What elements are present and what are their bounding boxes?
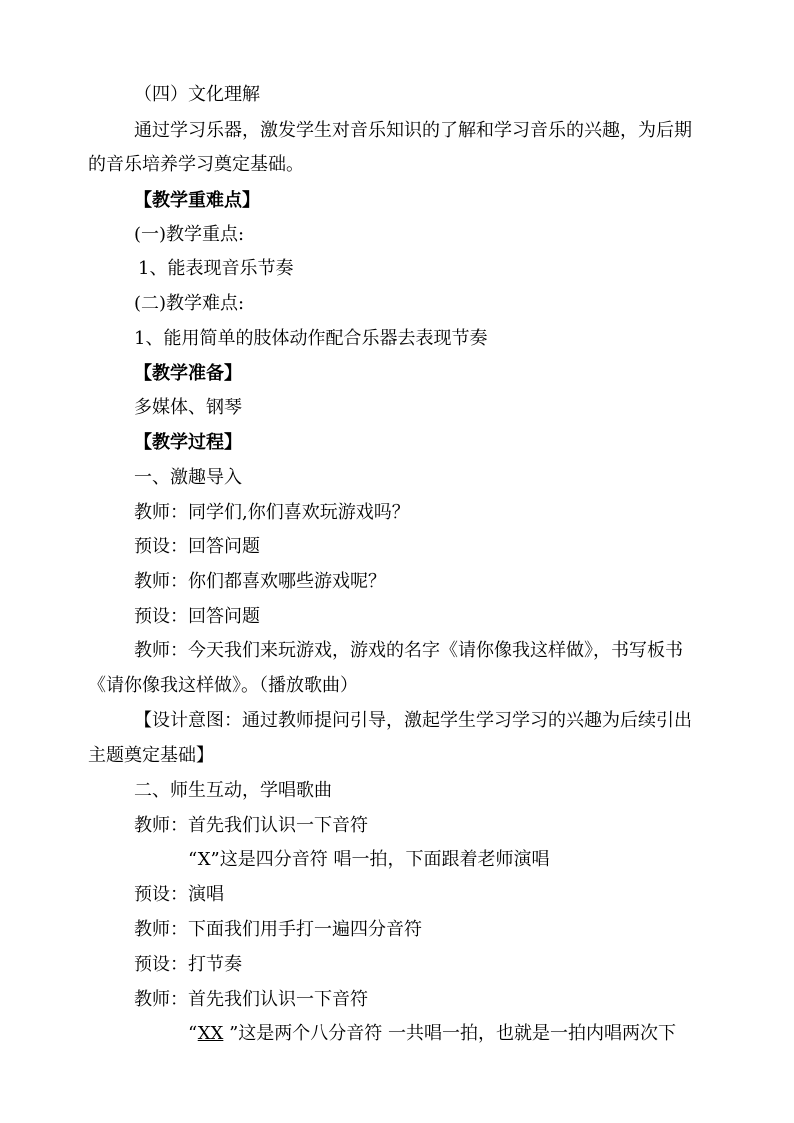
note-eighth-explanation	[188, 1017, 748, 1051]
dialogue-preset-1: 预设：回答问题	[134, 536, 260, 557]
dialogue-teacher-2: 教师：你们都喜欢哪些游戏呢？	[134, 571, 386, 592]
heading-culture-understanding: （四）文化理解	[134, 84, 260, 105]
difficult-points-heading: (二)教学难点:	[134, 293, 245, 314]
dialogue-teacher-3-line-2: 《请你像我这样做》。（播放歌曲）	[88, 675, 358, 696]
design-intent-line-2: 主题奠定基础】	[88, 745, 214, 766]
preparation-items: 多媒体、钢琴	[134, 397, 242, 418]
section-title-preparation: 【教学准备】	[134, 363, 242, 384]
dialogue-teacher-3-line-1: 教师：今天我们来玩游戏，游戏的名字《请你像我这样做》，书写板书	[134, 640, 683, 661]
eighth-note-symbol: XX	[197, 1023, 224, 1044]
eighth-note-text: ”这是两个八分音符 一共唱一拍，也就是一拍内唱两次下	[223, 1023, 676, 1044]
dialogue-preset-4: 预设：打节奏	[134, 954, 242, 975]
dialogue-teacher-6: 教师：首先我们认识一下音符	[134, 989, 368, 1010]
dialogue-preset-3: 预设：演唱	[134, 884, 224, 905]
note-quarter-explanation: “X”这是四分音符 唱一拍，下面跟着老师演唱	[188, 849, 550, 870]
paragraph-culture-line-1: 通过学习乐器，激发学生对音乐知识的了解和学习音乐的兴趣，为后期	[134, 120, 692, 141]
dialogue-teacher-1: 教师：同学们,你们喜欢玩游戏吗？	[134, 502, 410, 523]
section-title-key-difficult: 【教学重难点】	[134, 190, 260, 211]
key-point-item-1: 1、能表现音乐节奏	[138, 258, 294, 279]
step-1-heading: 一、激趣导入	[134, 467, 242, 488]
key-points-heading: (一)教学重点:	[134, 224, 245, 245]
difficult-point-item-1: 1、能用简单的肢体动作配合乐器去表现节奏	[134, 328, 488, 349]
design-intent-line-1: 【设计意图：通过教师提问引导，激起学生学习学习的兴趣为后续引出	[134, 710, 692, 731]
section-title-process: 【教学过程】	[134, 432, 242, 453]
step-2-heading: 二、师生互动，学唱歌曲	[134, 780, 332, 801]
open-quote: “	[188, 1023, 198, 1044]
dialogue-teacher-5: 教师：下面我们用手打一遍四分音符	[134, 919, 422, 940]
dialogue-teacher-4: 教师：首先我们认识一下音符	[134, 815, 368, 836]
dialogue-preset-2: 预设：回答问题	[134, 606, 260, 627]
paragraph-culture-line-2: 的音乐培养学习奠定基础。	[88, 154, 304, 175]
